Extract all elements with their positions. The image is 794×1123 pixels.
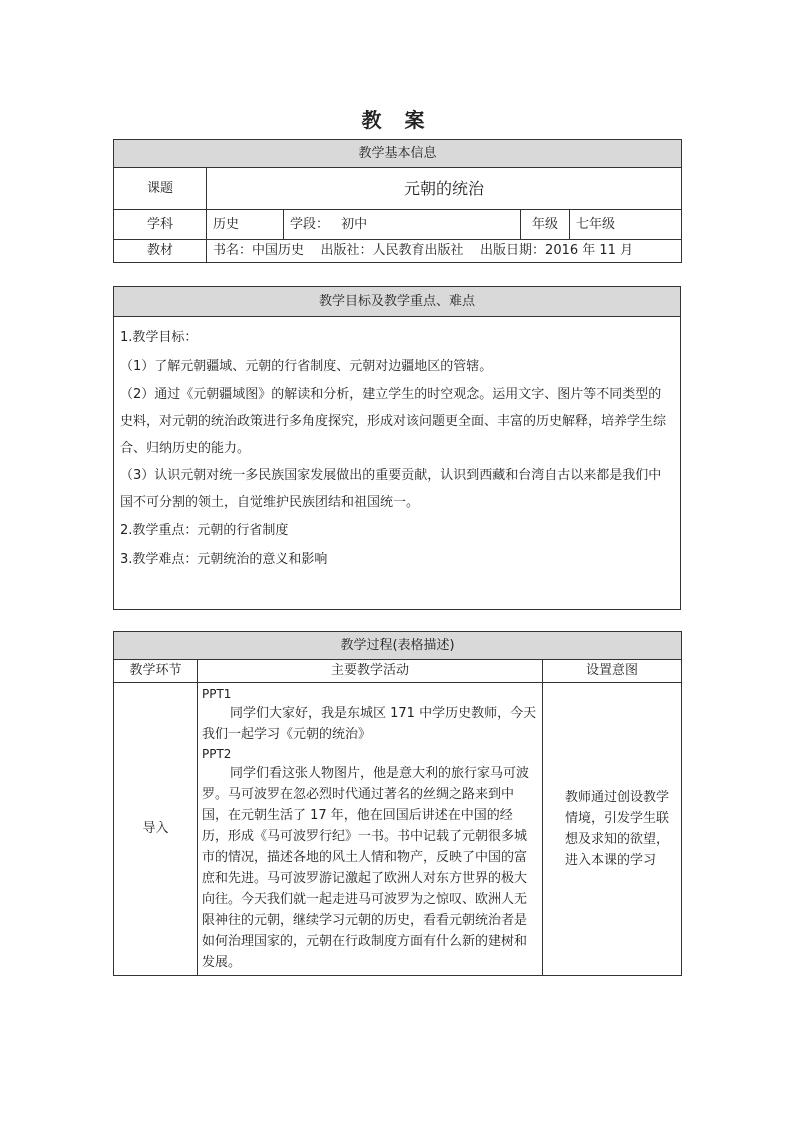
objective-line: （1）了解元朝疆域、元朝的行省制度、元朝对边疆地区的管辖。 (120, 359, 493, 374)
ppt1-label: PPT1 (202, 687, 232, 701)
subject-label: 学科 (114, 210, 207, 240)
col-activity-header: 主要教学活动 (198, 660, 543, 683)
process-table (113, 631, 682, 976)
topic-value: 元朝的统治 (207, 168, 682, 210)
objectives-body (114, 317, 681, 610)
ppt1-text: 同学们大家好，我是东城区 171 中学历史教师，今天我们一起学习《元朝的统治》 (202, 706, 537, 742)
objectives-header: 教学目标及教学重点、难点 (114, 287, 681, 317)
grade-label: 年级 (521, 210, 570, 240)
topic-label: 课题 (114, 168, 207, 210)
activity-cell (198, 683, 543, 976)
subject-value: 历史 (207, 210, 284, 240)
objective-line: 2.教学重点：元朝的行省制度 (120, 523, 289, 538)
col-segment-header: 教学环节 (114, 660, 198, 683)
process-header: 教学过程(表格描述) (114, 632, 682, 660)
col-intent-header: 设置意图 (543, 660, 682, 683)
table-row (114, 683, 682, 976)
ppt2-text: 同学们看这张人物图片，他是意大利的旅行家马可波罗。马可波罗在忽必烈时代通过著名的丝绸之路来到中国，在元朝生活了 17 年，他在回国后讲述在中国的经历，形成《马可波罗行纪》一书。书中记载了元朝很多城市的情况，描述各地的风土人情和物产，反映了中国的富庶和先进。马可波罗游记激起了欧洲人对东方世界的极大向往。今天我们就一起走进马可波罗为之惊叹、欧洲人无限神往的元朝，继续学习元朝的历史，看看元朝统治者是如何治理国家的，元朝在行政制度方面有什么新的建树和发展。 (202, 766, 530, 970)
material-value: 书名：中国历史 出版社：人民教育出版社 出版日期：2016 年 11 月 (207, 240, 682, 263)
objective-line: （2）通过《元朝疆域图》的解读和分析，建立学生的时空观念。运用文字、图片等不同类型的史料，对元朝的统治政策进行多角度探究，形成对该问题更全面、丰富的历史解释，培养学生综合、归纳历史的能力。 (120, 387, 667, 456)
intent-cell: 教师通过创设教学情境，引发学生联想及求知的欲望，进入本课的学习 (543, 683, 682, 976)
objectives-table (113, 286, 681, 610)
ppt2-label: PPT2 (202, 747, 232, 761)
objective-line: 3.教学难点：元朝统治的意义和影响 (120, 552, 328, 567)
grade-value: 七年级 (570, 210, 682, 240)
objective-line: （3）认识元朝对统一多民族国家发展做出的重要贡献，认识到西藏和台湾自古以来都是我们中国不可分割的领土，自觉维护民族团结和祖国统一。 (120, 468, 662, 510)
basic-info-table (113, 139, 682, 263)
material-label: 教材 (114, 240, 207, 263)
stage-value: 初中 (341, 216, 368, 232)
stage-label: 学段： (290, 216, 330, 232)
basic-info-header: 教学基本信息 (114, 140, 682, 168)
document-title: 教 案 (361, 108, 433, 132)
stage-cell (284, 210, 521, 240)
objective-line: 1.教学目标： (120, 330, 198, 345)
segment-cell: 导入 (114, 683, 198, 976)
